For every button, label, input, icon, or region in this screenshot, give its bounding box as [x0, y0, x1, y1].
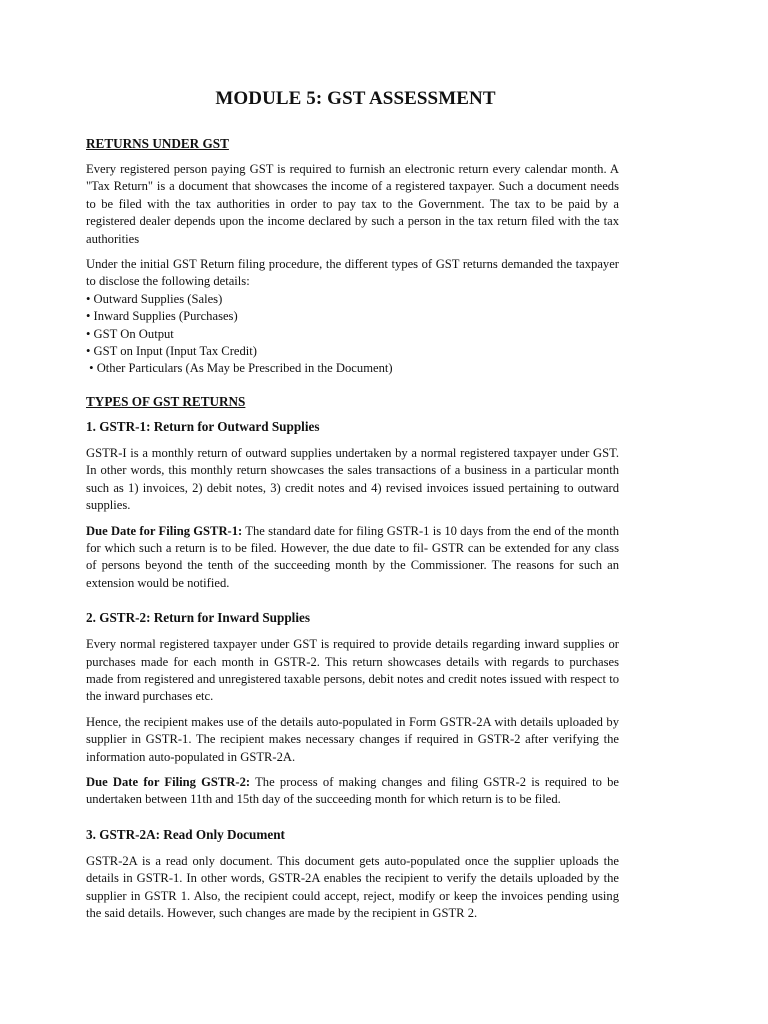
details-list: [86, 291, 619, 378]
paragraph-gstr-1-description: GSTR-I is a monthly return of outward supplies undertaken by a normal registered taxpayer under GST. In other words, this monthly return showcases the sales transactions of a business in a particular month such as 1) invoices, 2) debit notes, 3) credit notes and 4) revised invoices issued pertaining to outward supplies.: [86, 445, 619, 513]
section-heading-returns-under-gst: RETURNS UNDER GST: [86, 136, 229, 151]
page-title: MODULE 5: GST ASSESSMENT: [215, 88, 496, 109]
paragraph-gstr-1-due-date: [86, 523, 619, 593]
list-item: • Other Particulars (As May be Prescribed in the Document): [86, 361, 393, 376]
subsection-heading-gstr-2a: 3. GSTR-2A: Read Only Document: [86, 826, 285, 842]
paragraph-gstr-2-recipient: Hence, the recipient makes use of the details auto-populated in Form GSTR-2A with details uploaded by supplier in GSTR-1. The recipient makes necessary changes if required in GSTR-2 after verifying the information auto-populated in GSTR-2A.: [86, 714, 619, 764]
due-date-text-gstr-1: The standard date for filing GSTR-1 is 10 days from the end of the month for which such a return is to be filed. However, the due date to fil- GSTR can be extended for any class of persons beyond the tenth of the succeeding month by the Commissioner. The reasons for such an extension would be notified.: [86, 523, 619, 590]
due-date-label-gstr-1: Due Date for Filing GSTR-1:: [86, 523, 243, 538]
paragraph-returns-details: Under the initial GST Return filing procedure, the different types of GST returns demanded the taxpayer to disclose the following details:: [86, 257, 619, 289]
list-item: • GST on Input (Input Tax Credit): [86, 344, 257, 359]
paragraph-gstr-2-description: Every normal registered taxpayer under GST is required to provide details regarding inward supplies or purchases made for each month in GSTR-2. This return showcases details with regards to purchases made from registered and unregistered taxable persons, debit notes and credit notes issued with respect to the inward purchases etc.: [86, 637, 619, 704]
list-item: • Outward Supplies (Sales): [86, 291, 223, 306]
list-item: • Inward Supplies (Purchases): [86, 309, 238, 324]
list-item: • GST On Output: [86, 326, 174, 341]
paragraph-gstr-2a-description: GSTR-2A is a read only document. This document gets auto-populated once the supplier uploads the details in GSTR-1. In other words, GSTR-2A enables the recipient to verify the details uploaded by the supplier in GSTR 1. Also, the recipient could accept, reject, modify or keep the invoices pending using the said details. However, such changes are made by the recipient in GSTR 2.: [86, 853, 619, 920]
due-date-label-gstr-2: Due Date for Filing GSTR-2:: [86, 774, 251, 789]
paragraph-gstr-2-due-date: [86, 774, 619, 809]
subsection-heading-gstr-2: 2. GSTR-2: Return for Inward Supplies: [86, 610, 310, 626]
section-heading-types-of-gst-returns: TYPES OF GST RETURNS: [86, 393, 246, 409]
due-date-text-gstr-2: The process of making changes and filing GSTR-2 is required to be undertaken between 11th and 15th day of the succeeding month for which return is to be filed.: [86, 774, 619, 807]
subsection-heading-gstr-1: 1. GSTR-1: Return for Outward Supplies: [86, 418, 320, 434]
paragraph-returns-intro: Every registered person paying GST is required to furnish an electronic return every calendar month. A "Tax Return" is a document that showcases the income of a registered taxpayer. Such a document needs to be filed with the tax authorities in order to pay tax to the Government. The tax to be paid by a registered dealer depends upon the income declared by such a person in the tax return filed with the tax authorities: [86, 162, 619, 246]
